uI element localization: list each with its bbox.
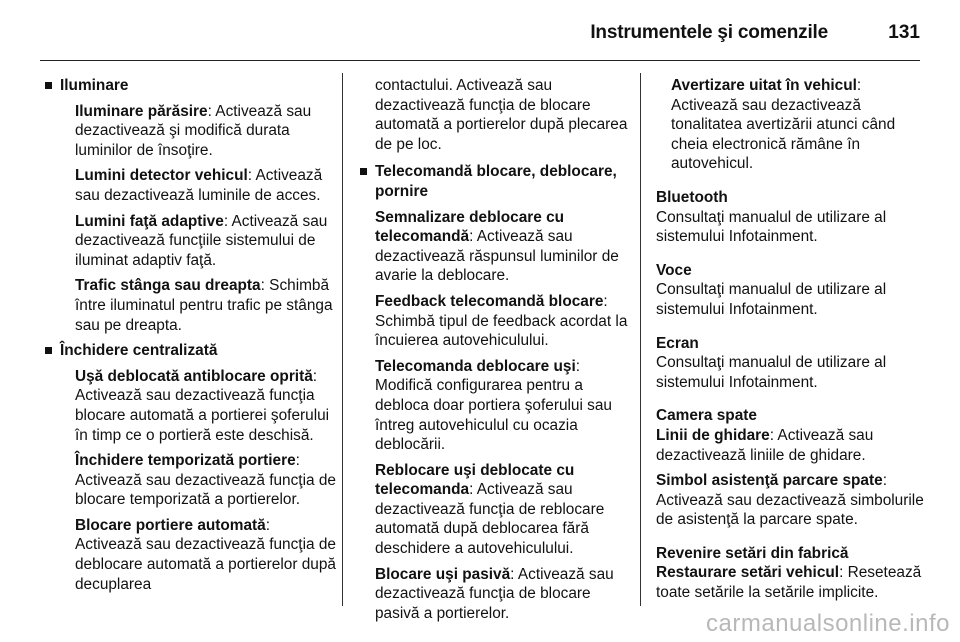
setting-entry <box>75 166 340 205</box>
setting-term: Blocare uşi pasivă <box>375 565 511 583</box>
setting-term: Feedback telecomandă blocare <box>375 292 604 310</box>
setting-description: : Schimbă între iluminatul pentru trafic pe stânga sau pe dreapta. <box>75 277 333 334</box>
setting-term: Lumini detector vehicul <box>75 167 248 185</box>
section-title: Bluetooth <box>656 188 728 206</box>
setting-entry <box>375 357 630 455</box>
setting-description: : Activează sau dezactivează funcţia de blocare pasivă a portierelor. <box>375 565 614 622</box>
watermark: carmanualsonline.info <box>706 610 950 637</box>
column-right <box>656 76 928 617</box>
setting-description: : Activează sau dezactivează tonalitatea avertizării atunci când cheia electronică rămâne în autovehicul. <box>671 77 896 173</box>
setting-term: Telecomanda deblocare uşi <box>375 357 576 375</box>
setting-entry <box>656 426 928 465</box>
setting-entry <box>75 276 340 335</box>
setting-term: Linii de ghidare <box>656 426 770 444</box>
setting-description: : Activează sau dezactivează funcţiile sistemului de iluminat adaptiv faţă. <box>75 212 328 269</box>
setting-term: Trafic stânga sau dreapta <box>75 277 261 295</box>
setting-description: : Activează sau dezactivează funcţia blocare automată a portierei şoferului în timp ce o portieră este deschisă. <box>75 367 330 444</box>
setting-description: : Resetează toate setările la setările implicite. <box>656 564 922 602</box>
section-camera-spate <box>656 406 928 530</box>
setting-entry <box>75 516 340 594</box>
section-text: Consultaţi manualul de utilizare al sistemului Infotainment. <box>656 208 887 246</box>
continued-text: contactului. Activează sau dezactivează funcţia de blocare automată a portierelor după plecarea de pe loc. <box>375 77 628 153</box>
column-divider <box>640 73 641 606</box>
section-ecran <box>656 334 928 393</box>
setting-description: : Modifică configurarea pentru a debloca doar portiera şoferului sau întreg autovehiculul cu ocazia deblocării. <box>375 357 612 454</box>
setting-description: : Activează sau dezactivează luminile de acces. <box>75 167 323 204</box>
setting-term: Semnalizare deblocare cu telecomandă <box>375 208 565 246</box>
column-left <box>60 76 340 600</box>
setting-entry <box>75 367 340 445</box>
setting-entry <box>656 471 928 530</box>
setting-entry <box>671 76 928 174</box>
setting-entry <box>375 461 630 559</box>
section-bluetooth <box>656 188 928 247</box>
setting-description: : Activează sau dezactivează funcţia de blocare temporizată a portierelor. <box>75 452 336 509</box>
column-divider <box>342 73 343 606</box>
setting-entry <box>656 563 928 602</box>
setting-term: Avertizare uitat în vehicul <box>671 77 857 94</box>
column-middle <box>360 76 630 629</box>
section-title: Ecran <box>656 334 699 352</box>
setting-term: Reblocare uşi deblocate cu telecomanda <box>375 461 575 499</box>
setting-term: Lumini faţă adaptive <box>75 212 224 230</box>
page-number: 131 <box>888 22 920 43</box>
setting-description: : Activează sau dezactivează funcţia de reblocare automată după deblocarea fără deschidere a autovehiculului. <box>375 481 605 558</box>
setting-description: : Activează sau dezactivează liniile de ghidare. <box>656 426 874 464</box>
setting-entry <box>375 565 630 624</box>
setting-description: : Schimbă tipul de feedback acordat la încuierea autovehiculului. <box>375 292 628 350</box>
section-title: Revenire setări din fabrică <box>656 544 849 562</box>
setting-description: : Activează sau dezactivează simbolurile de asistenţă la parcare spate. <box>656 472 924 529</box>
bullet-heading-telecomanda: Telecomandă blocare, deblocare, pornire <box>375 162 630 201</box>
page-header <box>40 0 920 61</box>
section-text: Consultaţi manualul de utilizare al sistemului Infotainment. <box>656 354 887 391</box>
setting-term: Închidere temporizată portiere <box>75 452 296 470</box>
section-revenire-setari <box>656 544 928 603</box>
setting-term: Simbol asistenţă parcare spate <box>656 472 883 490</box>
setting-entry <box>375 292 630 351</box>
setting-term: Restaurare setări vehicul <box>656 564 840 582</box>
setting-term: Iluminare părăsire <box>75 102 208 120</box>
section-text: Consultaţi manualul de utilizare al sistemului Infotainment. <box>656 281 887 318</box>
chapter-title: Instrumentele şi comenzile <box>590 22 828 43</box>
bullet-heading-iluminare: Iluminare <box>60 76 340 96</box>
bullet-heading-inchidere: Închidere centralizată <box>60 341 340 361</box>
setting-term: Blocare portiere automată <box>75 516 266 534</box>
section-title: Voce <box>656 261 692 279</box>
setting-description: : Activează sau dezactivează şi modifică durata luminilor de însoţire. <box>75 102 312 159</box>
setting-entry <box>75 212 340 271</box>
section-voce <box>656 261 928 320</box>
setting-description: : Activează sau dezactivează funcţia de deblocare automată a portierelor după decuplarea <box>75 516 336 593</box>
setting-term: Uşă deblocată antiblocare oprită <box>75 367 313 385</box>
setting-entry <box>75 451 340 510</box>
setting-entry <box>375 208 630 286</box>
setting-entry <box>75 102 340 161</box>
setting-description: : Activează sau dezactivează răspunsul luminilor de avarie la deblocare. <box>375 228 619 285</box>
section-title: Camera spate <box>656 407 757 425</box>
